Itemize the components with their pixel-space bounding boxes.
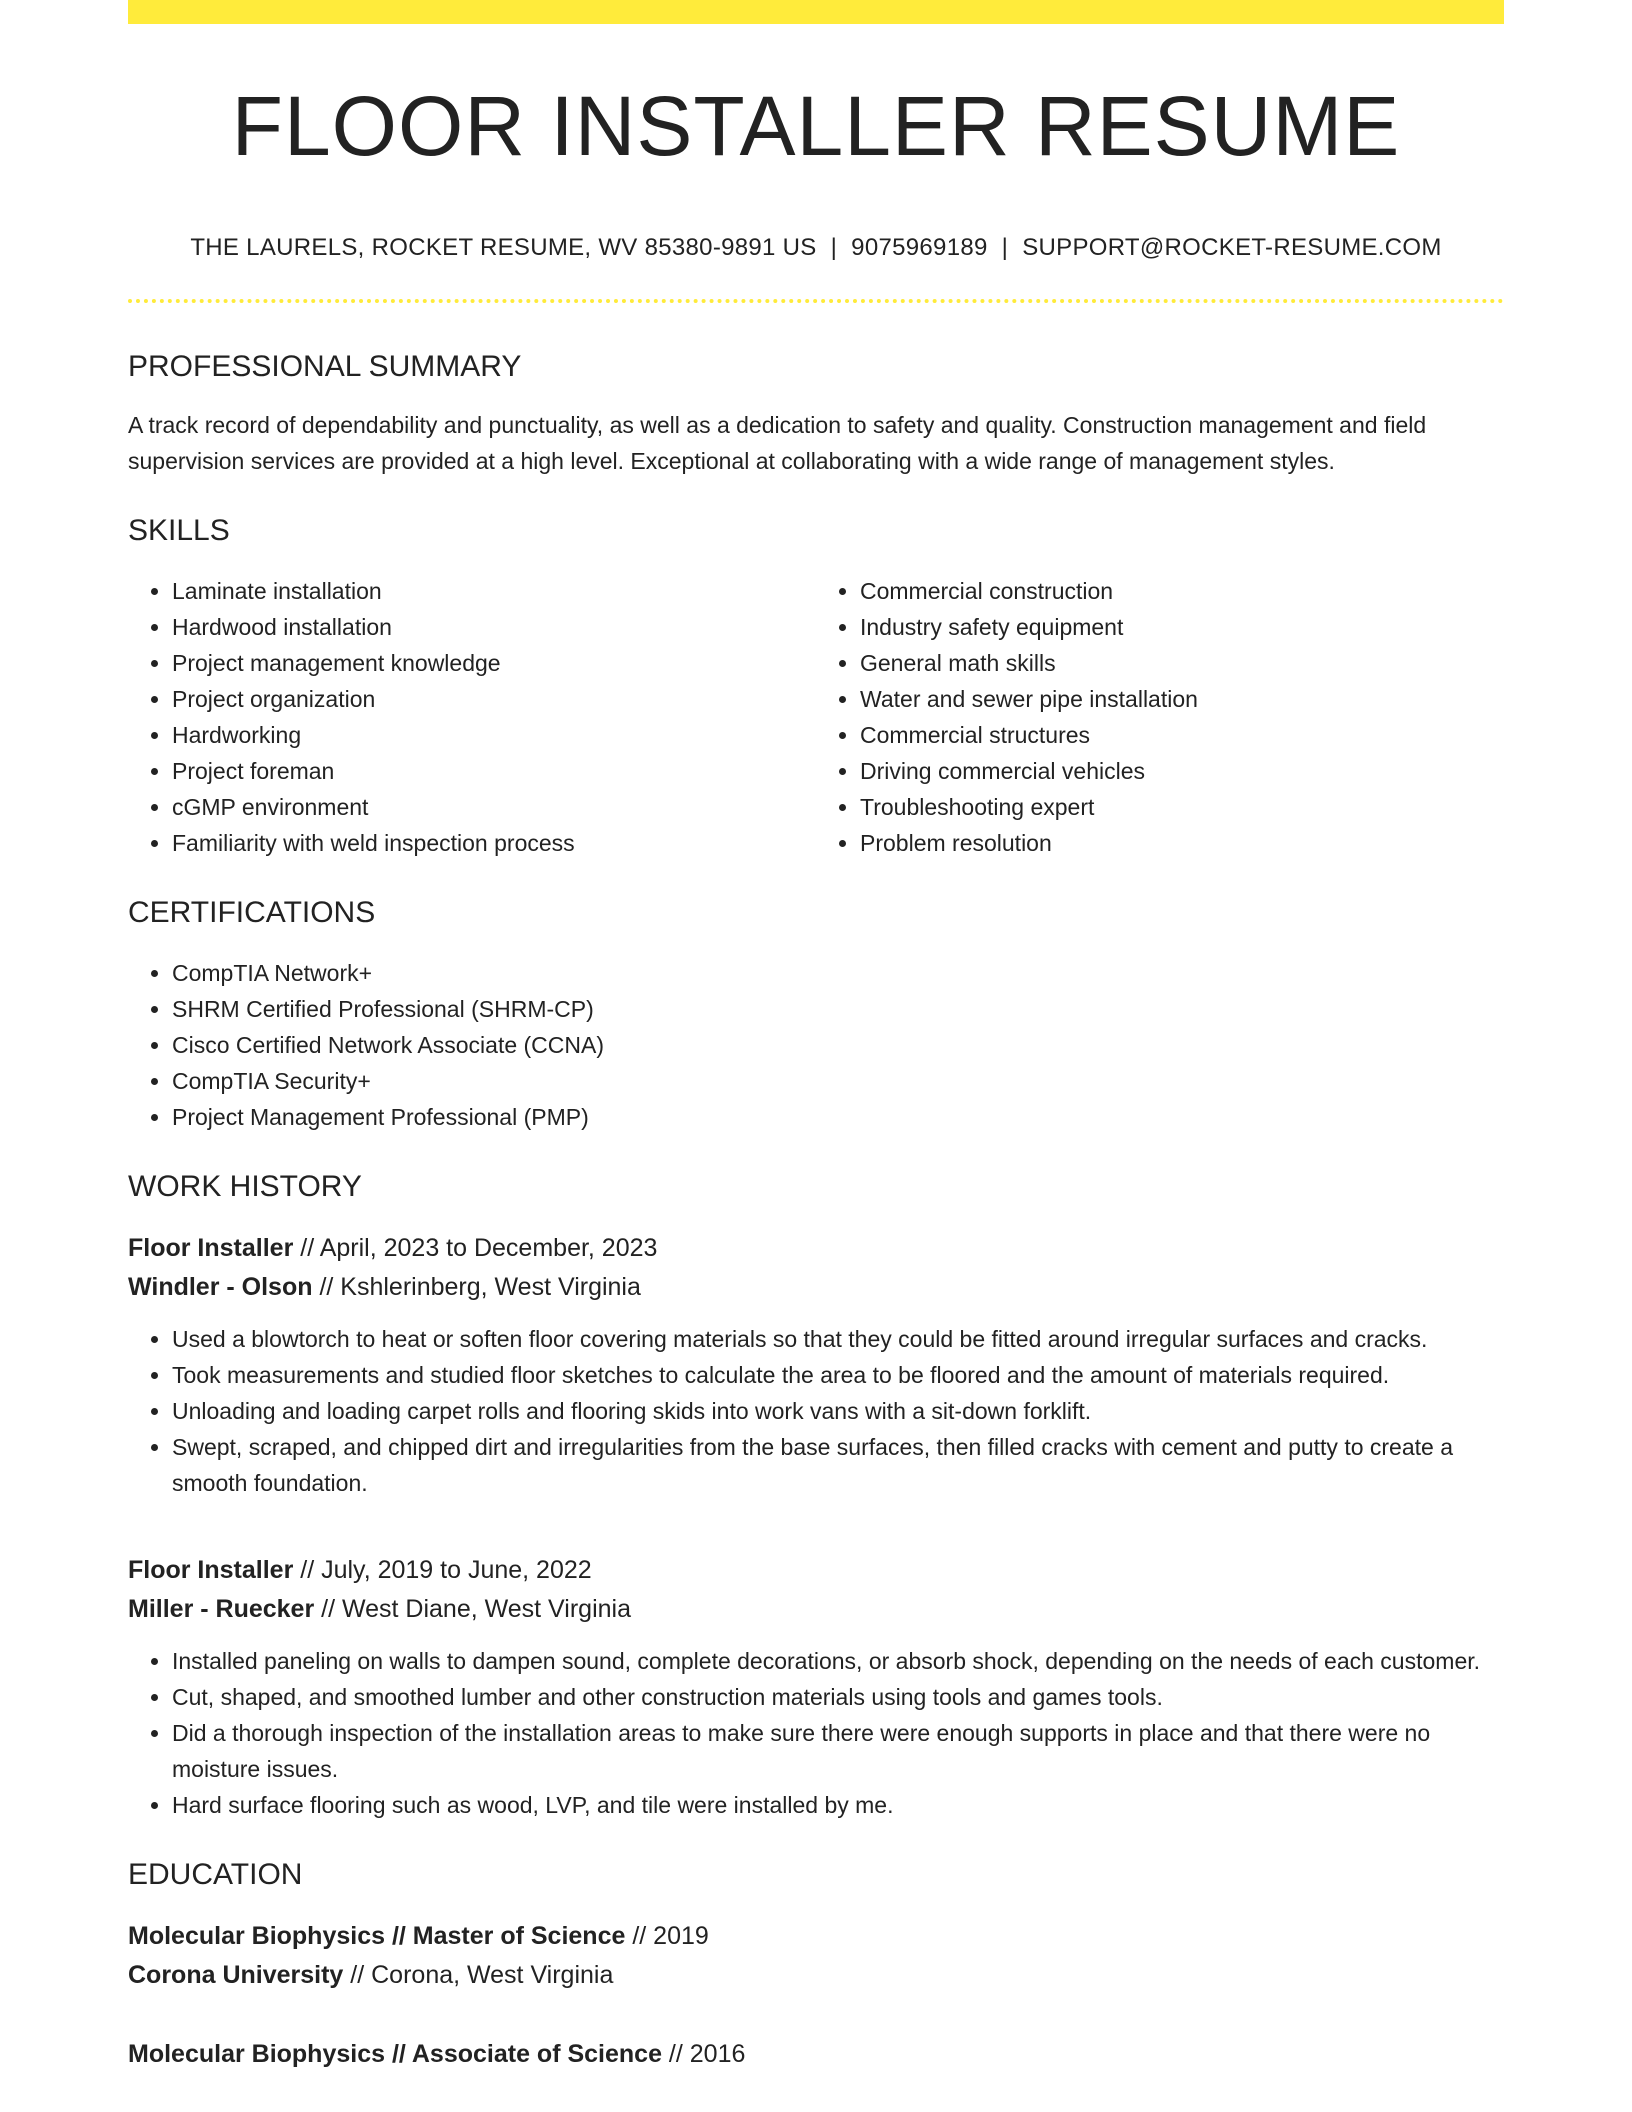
skill-item: • Project organization [172,681,816,717]
certifications-heading: CERTIFICATIONS [128,895,376,929]
skill-item: • Water and sewer pipe installation [860,681,1504,717]
job-role: Floor Installer [128,1555,294,1584]
education-degree-line [128,2035,1504,2074]
skills-columns [128,573,1504,861]
certification-item: • Cisco Certified Network Associate (CCNA) [172,1027,1504,1063]
contact-separator: | [1001,234,1009,261]
skill-item: • Hardwood installation [172,609,816,645]
education-entry [128,2035,1504,2074]
skills-list-right [816,573,1504,861]
job-bullets [128,1321,1504,1501]
job-bullet: • Unloading and loading carpet rolls and flooring skids into work vans with a sit-down forklift. [172,1393,1504,1429]
job-bullet: • Hard surface flooring such as wood, LVP, and tile were installed by me. [172,1787,1504,1823]
job-location: // West Diane, West Virginia [314,1594,631,1623]
skill-item: • Hardworking [172,717,816,753]
education-heading: EDUCATION [128,1857,303,1891]
certification-item: • CompTIA Network+ [172,955,1504,991]
contact-email: SUPPORT@ROCKET-RESUME.COM [1022,234,1442,261]
contact-address: THE LAURELS, ROCKET RESUME, WV 85380-9891 US [190,234,817,261]
contact-separator: | [830,234,838,261]
certifications-list [128,955,1504,1135]
job-role: Floor Installer [128,1233,294,1262]
job-title-line [128,1551,1504,1590]
skill-item: • Industry safety equipment [860,609,1504,645]
skill-item: • cGMP environment [172,789,816,825]
job-company: Windler - Olson [128,1272,313,1301]
education-school: Corona University [128,1960,344,1989]
job-entry [128,1551,1504,1823]
job-entry [128,1229,1504,1501]
education-degree-line [128,1917,1504,1956]
job-title-line [128,1229,1504,1268]
job-bullet: • Installed paneling on walls to dampen sound, complete decorations, or absorb shock, depending on the needs of each customer. [172,1643,1504,1679]
job-company-line [128,1590,1504,1629]
job-bullet: • Cut, shaped, and smoothed lumber and other construction materials using tools and games tools. [172,1679,1504,1715]
job-company: Miller - Ruecker [128,1594,315,1623]
skill-item: • Problem resolution [860,825,1504,861]
skill-item: • Project management knowledge [172,645,816,681]
certification-item: • SHRM Certified Professional (SHRM-CP) [172,991,1504,1027]
job-bullet: • Used a blowtorch to heat or soften floor covering materials so that they could be fitted around irregular surfaces and cracks. [172,1321,1504,1357]
education-year: // 2019 [625,1921,709,1950]
education-school-line [128,1956,1504,1995]
job-bullet: • Swept, scraped, and chipped dirt and irregularities from the base surfaces, then filled cracks with cement and putty to create a smooth foundation. [172,1429,1504,1501]
skill-item: • Troubleshooting expert [860,789,1504,825]
skill-item: • Laminate installation [172,573,816,609]
job-location: // Kshlerinberg, West Virginia [312,1272,641,1301]
contact-phone: 9075969189 [851,234,988,261]
education-degree: Molecular Biophysics // Associate of Science [128,2039,662,2068]
contact-line [128,234,1504,263]
resume-page [128,0,1504,2074]
skills-heading: SKILLS [128,513,230,547]
summary-heading: PROFESSIONAL SUMMARY [128,349,522,383]
education-location: // Corona, West Virginia [343,1960,614,1989]
skill-item: • Project foreman [172,753,816,789]
skill-item: • Familiarity with weld inspection process [172,825,816,861]
education-degree: Molecular Biophysics // Master of Science [128,1921,626,1950]
skill-item: • Driving commercial vehicles [860,753,1504,789]
work-history-heading: WORK HISTORY [128,1169,362,1203]
job-company-line [128,1268,1504,1307]
dotted-divider [128,299,1504,303]
job-dates: // April, 2023 to December, 2023 [293,1233,658,1262]
skills-list-left [128,573,816,861]
resume-title: FLOOR INSTALLER RESUME [231,79,1401,173]
skill-item: • Commercial structures [860,717,1504,753]
certification-item: • CompTIA Security+ [172,1063,1504,1099]
education-entry [128,1917,1504,1995]
job-bullet: • Took measurements and studied floor sketches to calculate the area to be floored and the amount of materials required. [172,1357,1504,1393]
skill-item: • General math skills [860,645,1504,681]
job-bullet: • Did a thorough inspection of the installation areas to make sure there were enough supports in place and that there were no moisture issues. [172,1715,1504,1787]
job-dates: // July, 2019 to June, 2022 [293,1555,592,1584]
certification-item: • Project Management Professional (PMP) [172,1099,1504,1135]
job-bullets [128,1643,1504,1823]
education-year: // 2016 [661,2039,746,2068]
top-accent-bar [128,0,1504,24]
summary-text: A track record of dependability and punctuality, as well as a dedication to safety and quality. Construction management and field supervision services are provided at a high level. Exceptional at collaborating with a wide range of management styles. [128,411,1427,474]
skill-item: • Commercial construction [860,573,1504,609]
